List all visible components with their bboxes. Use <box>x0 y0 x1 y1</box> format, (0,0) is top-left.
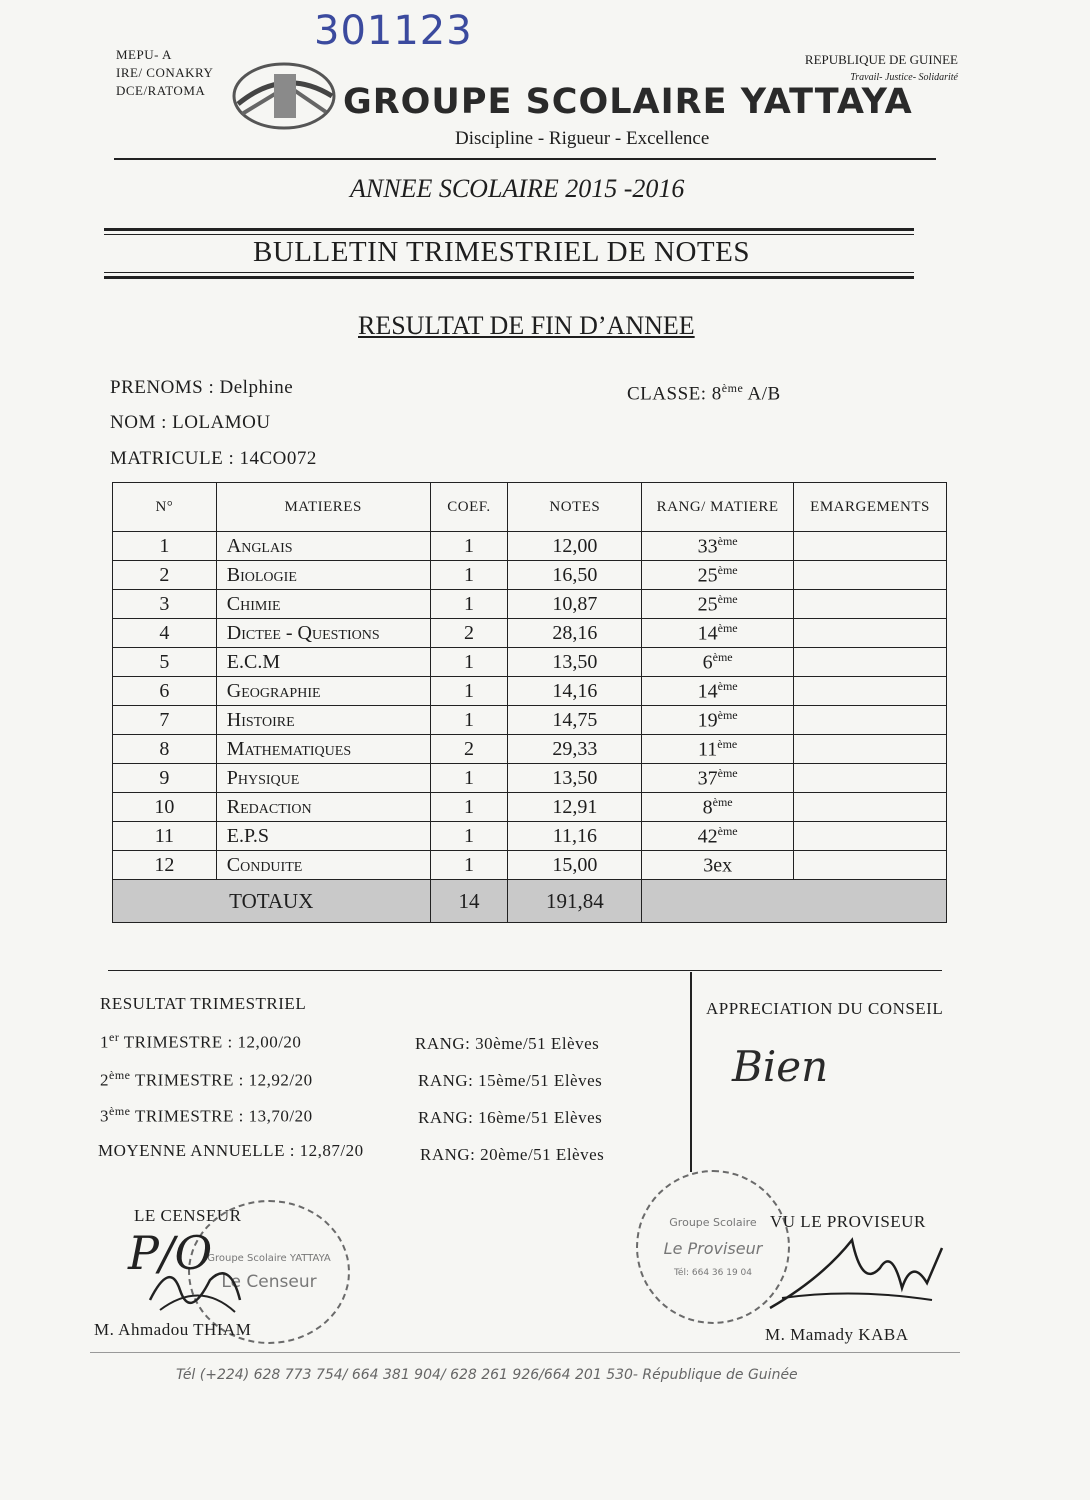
row-emargement <box>794 706 947 735</box>
trimester-3 <box>100 1104 313 1127</box>
proviseur-stamp-center: Le Proviseur <box>663 1239 763 1258</box>
trimester-3-rang: RANG: 16ème/51 Elèves <box>418 1108 603 1127</box>
proviseur-stamp-top: Groupe Scolaire <box>669 1216 757 1229</box>
row-coef: 1 <box>430 561 508 590</box>
rang-sup: ème <box>717 562 738 577</box>
row-subject: Conduite <box>216 851 430 880</box>
school-name: GROUPE SCOLAIRE YATTAYA <box>343 82 913 122</box>
row-note: 14,75 <box>508 706 642 735</box>
rang-sup: ème <box>717 678 738 693</box>
header-matieres: MATIERES <box>216 483 430 532</box>
totals-label: TOTAUX <box>113 880 431 923</box>
row-subject: Mathematiques <box>216 735 430 764</box>
t1-text: TRIMESTRE : 12,00/20 <box>119 1032 302 1052</box>
row-emargement <box>794 648 947 677</box>
table-row <box>113 735 947 764</box>
grades-table <box>112 482 947 923</box>
row-coef: 2 <box>430 619 508 648</box>
row-number: 6 <box>113 677 217 706</box>
row-number: 2 <box>113 561 217 590</box>
proviseur-title: VU LE PROVISEUR <box>770 1212 926 1231</box>
t2-sup: ème <box>109 1068 131 1082</box>
t1-num: 1 <box>100 1032 109 1052</box>
appreciation-value: Bien <box>732 1042 829 1091</box>
divider-vertical <box>690 972 692 1172</box>
student-prenoms: PRENOMS : Delphine <box>110 377 294 398</box>
row-rang <box>642 561 794 590</box>
rang-value: 3ex <box>703 854 733 877</box>
row-number: 9 <box>113 764 217 793</box>
row-number: 8 <box>113 735 217 764</box>
handwritten-number: 301123 <box>314 8 473 54</box>
trimester-1-rang: RANG: 30ème/51 Elèves <box>415 1034 600 1053</box>
row-coef: 1 <box>430 532 508 561</box>
row-subject: Redaction <box>216 793 430 822</box>
republic-name: REPUBLIQUE DE GUINEE <box>804 52 958 67</box>
totals-row <box>113 880 947 923</box>
row-note: 16,50 <box>508 561 642 590</box>
resultat-title: RESULTAT TRIMESTRIEL <box>100 994 307 1013</box>
rang-sup: ème <box>717 620 738 635</box>
row-rang <box>642 677 794 706</box>
divider <box>104 228 914 231</box>
censeur-stamp-top: Groupe Scolaire YATTAYA <box>207 1252 331 1264</box>
trimester-2-rang: RANG: 15ème/51 Elèves <box>418 1071 603 1090</box>
row-note: 12,91 <box>508 793 642 822</box>
t3-num: 3 <box>100 1106 109 1126</box>
rang-value: 37 <box>697 767 718 790</box>
student-matricule: MATRICULE : 14CO072 <box>110 448 317 469</box>
row-number: 4 <box>113 619 217 648</box>
rang-value: 25 <box>697 593 718 616</box>
student-nom: NOM : LOLAMOU <box>110 412 271 433</box>
row-emargement <box>794 822 947 851</box>
rang-value: 33 <box>697 535 718 558</box>
row-note: 28,16 <box>508 619 642 648</box>
row-subject: Biologie <box>216 561 430 590</box>
proviseur-signature-icon <box>762 1228 952 1318</box>
rang-value: 14 <box>697 622 718 645</box>
trimester-1 <box>100 1030 301 1053</box>
table-header-row <box>113 483 947 532</box>
row-coef: 1 <box>430 793 508 822</box>
table-row <box>113 561 947 590</box>
row-note: 11,16 <box>508 822 642 851</box>
rang-value: 42 <box>697 825 718 848</box>
header-number: N° <box>113 483 217 532</box>
school-year: ANNEE SCOLAIRE 2015 -2016 <box>350 174 685 203</box>
table-row <box>113 648 947 677</box>
bulletin-title: BULLETIN TRIMESTRIEL DE NOTES <box>253 236 750 268</box>
row-coef: 1 <box>430 677 508 706</box>
row-subject: Physique <box>216 764 430 793</box>
row-subject: Dictee - Questions <box>216 619 430 648</box>
row-coef: 2 <box>430 735 508 764</box>
row-emargement <box>794 677 947 706</box>
rang-value: 11 <box>698 738 718 761</box>
republic-header <box>805 52 958 83</box>
row-coef: 1 <box>430 764 508 793</box>
row-emargement <box>794 764 947 793</box>
row-coef: 1 <box>430 822 508 851</box>
row-rang <box>642 706 794 735</box>
row-subject: E.P.S <box>216 822 430 851</box>
rang-sup: ème <box>717 823 738 838</box>
header-notes: NOTES <box>508 483 642 532</box>
row-emargement <box>794 735 947 764</box>
rang-sup: ème <box>717 765 738 780</box>
row-emargement <box>794 793 947 822</box>
row-number: 3 <box>113 590 217 619</box>
row-rang <box>642 793 794 822</box>
t3-text: TRIMESTRE : 13,70/20 <box>130 1106 313 1126</box>
row-emargement <box>794 590 947 619</box>
row-note: 13,50 <box>508 648 642 677</box>
rang-sup: ème <box>717 736 738 751</box>
proviseur-name: M. Mamady KABA <box>765 1325 909 1344</box>
row-rang <box>642 851 794 880</box>
result-title: RESULTAT DE FIN D’ANNEE <box>358 311 695 340</box>
row-coef: 1 <box>430 706 508 735</box>
rang-sup: ème <box>717 707 738 722</box>
t2-num: 2 <box>100 1070 109 1090</box>
row-rang <box>642 735 794 764</box>
row-note: 12,00 <box>508 532 642 561</box>
table-row <box>113 793 947 822</box>
header-rang: RANG/ MATIERE <box>642 483 794 532</box>
rang-value: 25 <box>697 564 718 587</box>
row-subject: E.C.M <box>216 648 430 677</box>
annual-average: MOYENNE ANNUELLE : 12,87/20 <box>98 1141 364 1160</box>
table-row <box>113 619 947 648</box>
totals-coef: 14 <box>430 880 508 923</box>
row-rang <box>642 532 794 561</box>
row-number: 10 <box>113 793 217 822</box>
row-note: 14,16 <box>508 677 642 706</box>
t3-sup: ème <box>109 1104 131 1118</box>
row-subject: Histoire <box>216 706 430 735</box>
row-note: 15,00 <box>508 851 642 880</box>
table-row <box>113 822 947 851</box>
row-number: 11 <box>113 822 217 851</box>
divider <box>104 234 914 235</box>
censeur-stamp-center: Le Censeur <box>221 1271 317 1292</box>
school-tagline: Discipline - Rigueur - Excellence <box>455 128 710 149</box>
row-emargement <box>794 532 947 561</box>
divider <box>114 158 936 160</box>
divider <box>90 1352 960 1353</box>
table-row <box>113 851 947 880</box>
row-emargement <box>794 561 947 590</box>
classe-rest: A/B <box>743 383 781 405</box>
row-coef: 1 <box>430 851 508 880</box>
footer-contact: Tél (+224) 628 773 754/ 664 381 904/ 628 261 926/664 201 530- République de Guinée <box>176 1367 798 1383</box>
rang-sup: ème <box>712 649 733 664</box>
row-number: 1 <box>113 532 217 561</box>
row-rang <box>642 822 794 851</box>
rang-value: 14 <box>697 680 718 703</box>
divider <box>104 272 914 273</box>
row-rang <box>642 648 794 677</box>
classe-label: CLASSE: 8 <box>627 383 722 405</box>
table-row <box>113 532 947 561</box>
ministry-header <box>116 46 213 100</box>
totals-notes: 191,84 <box>508 880 642 923</box>
row-rang <box>642 764 794 793</box>
table-row <box>113 764 947 793</box>
ministry-line: DCE/RATOMA <box>116 83 206 98</box>
rang-sup: ème <box>717 591 738 606</box>
classe-sup: ème <box>721 381 744 395</box>
table-row <box>113 677 947 706</box>
row-subject: Chimie <box>216 590 430 619</box>
rang-sup: ème <box>717 533 738 548</box>
censeur-pour-ordre: P/O <box>128 1226 213 1280</box>
censeur-title: LE CENSEUR <box>134 1206 242 1225</box>
table-row <box>113 706 947 735</box>
row-emargement <box>794 851 947 880</box>
header-emargements: EMARGEMENTS <box>794 483 947 532</box>
proviseur-stamp-bottom: Tél: 664 36 19 04 <box>673 1268 752 1278</box>
row-note: 10,87 <box>508 590 642 619</box>
censeur-signature-icon <box>140 1250 250 1320</box>
ministry-line: IRE/ CONAKRY <box>116 65 214 80</box>
row-note: 13,50 <box>508 764 642 793</box>
row-rang <box>642 619 794 648</box>
row-number: 5 <box>113 648 217 677</box>
rang-value: 6 <box>702 651 713 674</box>
header-coef: COEF. <box>430 483 508 532</box>
censeur-name: M. Ahmadou THIAM <box>94 1320 252 1339</box>
rang-value: 19 <box>697 709 718 732</box>
row-subject: Geographie <box>216 677 430 706</box>
trimester-2 <box>100 1068 313 1091</box>
appreciation-title: APPRECIATION DU CONSEIL <box>706 999 944 1018</box>
rang-sup: ème <box>712 794 733 809</box>
student-classe <box>627 381 781 405</box>
row-emargement <box>794 619 947 648</box>
row-number: 12 <box>113 851 217 880</box>
row-subject: Anglais <box>216 532 430 561</box>
row-number: 7 <box>113 706 217 735</box>
t2-text: TRIMESTRE : 12,92/20 <box>130 1070 313 1090</box>
row-note: 29,33 <box>508 735 642 764</box>
divider <box>108 970 942 971</box>
ministry-line: MEPU- A <box>116 47 172 62</box>
divider <box>104 276 914 279</box>
republic-motto: Travail- Justice- Solidarité <box>850 72 958 83</box>
school-logo-icon <box>228 56 338 136</box>
annual-rang: RANG: 20ème/51 Elèves <box>420 1145 605 1164</box>
table-row <box>113 590 947 619</box>
row-coef: 1 <box>430 648 508 677</box>
row-coef: 1 <box>430 590 508 619</box>
rang-value: 8 <box>702 796 713 819</box>
t1-sup: er <box>109 1030 120 1044</box>
totals-empty <box>642 880 947 923</box>
row-rang <box>642 590 794 619</box>
